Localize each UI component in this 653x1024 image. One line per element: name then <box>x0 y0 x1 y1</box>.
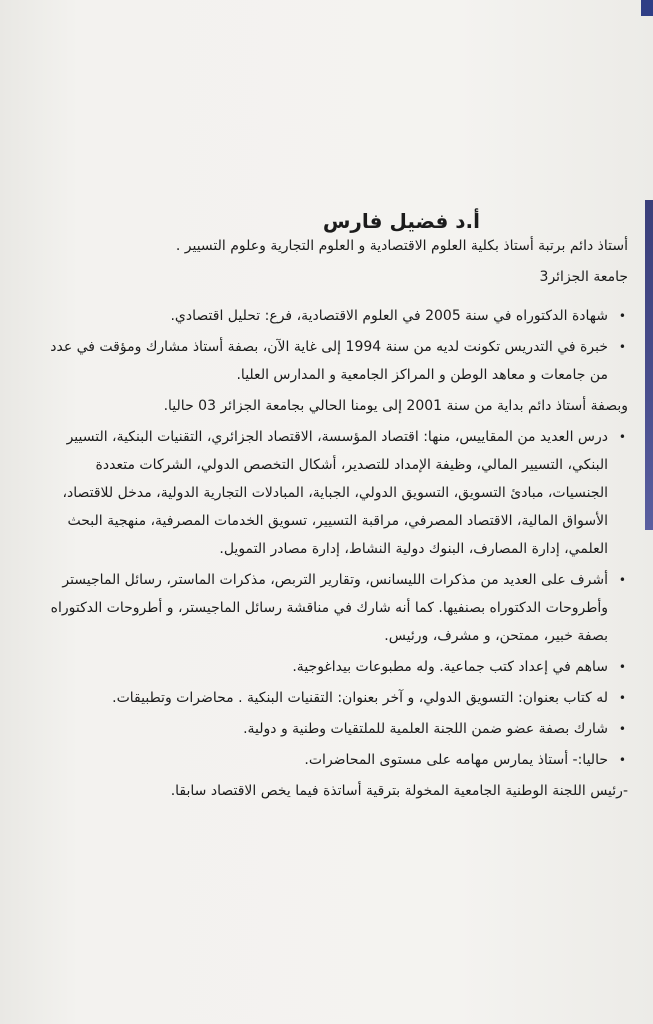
list-item <box>36 302 628 330</box>
intro-position: أستاذ دائم برتبة أستاذ بكلية العلوم الاقتصادية و العلوم التجارية وعلوم التسيير . <box>175 238 628 254</box>
intro-block <box>36 236 628 288</box>
bullet-icon: • <box>618 691 626 705</box>
list-item-text: خبرة في التدريس تكونت لديه من سنة 1994 إلى غاية الآن، بصفة أستاذ مشارك ومؤقت في عدد من جامعات و معاهد الوطن و المراكز الجامعية و المدارس العليا. <box>50 339 608 383</box>
bullet-icon: • <box>618 722 626 736</box>
page-edge-top <box>641 0 653 16</box>
list-item <box>36 423 628 563</box>
list-item-text: له كتاب بعنوان: التسويق الدولي، و آخر بعنوان: التقنيات البنكية . محاضرات وتطبيقات. <box>112 690 608 706</box>
list-item-text: شهادة الدكتوراه في سنة 2005 في العلوم الاقتصادية، فرع: تحليل اقتصادي. <box>170 308 608 324</box>
intro-university: جامعة الجزائر3 <box>539 269 628 285</box>
list-item <box>36 715 628 743</box>
page-edge-binding <box>645 200 653 530</box>
bullet-icon: • <box>618 573 626 587</box>
list-item <box>36 746 628 774</box>
list-item <box>36 653 628 681</box>
list-item-text: ساهم في إعداد كتب جماعية. وله مطبوعات بيداغوجية. <box>292 659 608 675</box>
committee-text: -رئيس اللجنة الوطنية الجامعية المخولة بترقية أساتذة فيما يخص الاقتصاد سابقا. <box>170 783 628 799</box>
list-item-text: درس العديد من المقاييس، منها: اقتصاد المؤسسة، الاقتصاد الجزائري، التقنيات البنكية، التسيير البنكي، التسيير المالي، وظيفة الإمداد للتصدير، أشكال التخصص الدولي، الشركات متعددة الجنسيات، مبادئ التسويق، التسويق الدولي، الجباية، المبادلات التجارية الدولية، مدخل للاقتصاد، الأسواق المالية، الاقتصاد المصرفي، مراقبة التسيير، تسويق الخدمات المصرفية، منهجية البحث العلمي، إدارة المصارف، البنوك دولية النشاط، إدارة مصادر التمويل. <box>62 429 608 557</box>
list-item <box>36 684 628 712</box>
list-item <box>36 566 628 650</box>
permanent-position-text: وبصفة أستاذ دائم بداية من سنة 2001 إلى يومنا الحالي بجامعة الجزائر 03 حاليا. <box>163 398 628 414</box>
bullet-icon: • <box>618 430 626 444</box>
bullet-icon: • <box>618 309 626 323</box>
qualifications-list <box>36 302 628 389</box>
activities-list <box>36 423 628 774</box>
bullet-icon: • <box>618 660 626 674</box>
bullet-icon: • <box>618 753 626 767</box>
document-body <box>36 208 628 805</box>
document-title: أ.د فضيل فارس <box>322 209 480 233</box>
bullet-icon: • <box>618 340 626 354</box>
list-item-text: حاليا:- أستاذ يمارس مهامه على مستوى المحاضرات. <box>304 752 608 768</box>
list-item-text: شارك بصفة عضو ضمن اللجنة العلمية للملتقيات وطنية و دولية. <box>243 721 608 737</box>
list-item-text: أشرف على العديد من مذكرات الليسانس، وتقارير التربص، مذكرات الماستر، رسائل الماجيستر وأطروحات الدكتوراه بصنفيها. كما أنه شارك في مناقشة رسائل الماجيستر، و أطروحات الدكتوراه بصفة خبير، ممتحن، و مشرف، ورئيس. <box>50 572 608 644</box>
list-item <box>36 333 628 389</box>
